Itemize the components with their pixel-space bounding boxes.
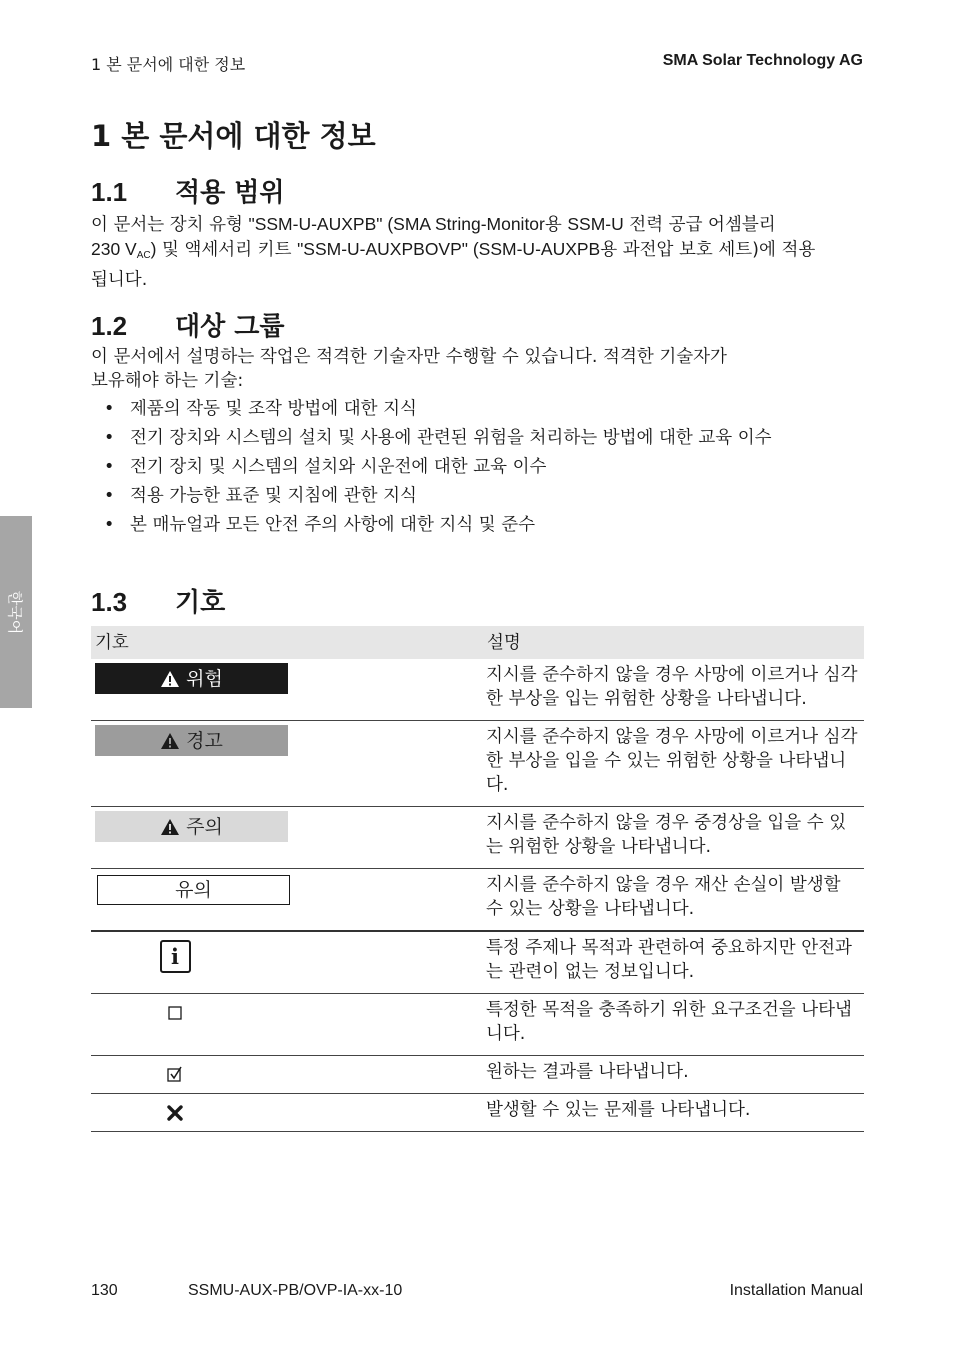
scope-line-1 <box>91 212 867 237</box>
document-type: Installation Manual <box>729 1282 863 1299</box>
checkbox-empty-icon <box>168 1006 182 1020</box>
list-item: • 전기 장치 및 시스템의 설치와 시운전에 대한 교육 이수 <box>104 455 864 479</box>
language-tab <box>0 516 32 708</box>
symbol-wrap <box>95 1060 255 1082</box>
badge-label: 위험 <box>186 667 223 690</box>
table-header-row <box>91 626 864 659</box>
danger-badge <box>95 663 288 694</box>
text-run: 전력 공급 어셈블리 <box>623 215 776 235</box>
symbols-table <box>91 626 864 1132</box>
text-run: 230 V <box>91 239 137 259</box>
notice-badge <box>97 875 290 905</box>
description-cell: 지시를 준수하지 않을 경우 사망에 이르거나 심각한 부상을 입는 위험한 상황을 나타냅니다. <box>483 659 864 721</box>
column-header-symbol: 기호 <box>91 626 483 659</box>
section-heading-1-3 <box>91 582 225 619</box>
table-row <box>91 1056 864 1094</box>
symbol-wrap <box>95 936 255 973</box>
symbol-cell <box>91 931 483 994</box>
badge-label: 주의 <box>186 815 223 838</box>
symbol-cell <box>91 1094 483 1132</box>
badge-label: 경고 <box>186 729 223 752</box>
text-run: 이 문서는 장치 유형 <box>91 215 249 235</box>
list-item: • 제품의 작동 및 조작 방법에 대한 지식 <box>104 397 864 421</box>
list-item: • 전기 장치와 시스템의 설치 및 사용에 관련된 위험을 처리하는 방법에 대한 교육 이수 <box>104 426 864 450</box>
symbol-cell <box>91 721 483 807</box>
text-run: 및 액세서리 키트 <box>156 240 298 260</box>
description-cell: 특정 주제나 목적과 관련하여 중요하지만 안전과는 관련이 없는 정보입니다. <box>483 931 864 994</box>
target-line-1: 이 문서에서 설명하는 작업은 적격한 기술자만 수행할 수 있습니다. 적격한 기술자가 <box>91 347 727 367</box>
document-id: SSMU-AUX-PB/OVP-IA-xx-10 <box>188 1282 403 1299</box>
section-number: 1.2 <box>91 311 128 341</box>
text-run: 용 <box>544 215 568 235</box>
warning-triangle-icon <box>160 818 180 836</box>
text-run: ) <box>150 239 157 259</box>
symbol-cell <box>91 659 483 721</box>
header-company: SMA Solar Technology AG <box>662 52 863 69</box>
warning-triangle-icon <box>160 670 180 688</box>
scope-line-3: 됩니다. <box>91 270 148 290</box>
list-item: • 적용 가능한 표준 및 지침에 관한 지식 <box>104 484 864 508</box>
table-row <box>91 994 864 1056</box>
description-cell: 특정한 목적을 충족하기 위한 요구조건을 나타냅니다. <box>483 994 864 1056</box>
subscript: AC <box>136 250 151 261</box>
text-run: "SSM-U-AUXPB" (SMA String-Monitor <box>248 214 545 234</box>
column-header-description: 설명 <box>483 626 864 659</box>
header-section-title: 1 본 문서에 대한 정보 <box>91 55 246 74</box>
caution-badge <box>95 811 288 842</box>
section-title: 기호 <box>175 588 226 618</box>
description-cell: 지시를 준수하지 않을 경우 재산 손실이 발생할 수 있는 상황을 나타냅니다. <box>483 869 864 932</box>
language-tab-label: 한국어 <box>6 590 25 634</box>
warning-badge <box>95 725 288 756</box>
scope-paragraph <box>91 212 867 292</box>
badge-label: 유의 <box>175 879 212 901</box>
symbol-cell <box>91 1056 483 1094</box>
section-number: 1.1 <box>91 177 128 207</box>
text-run: 용 과전압 보호 세트)에 적용 <box>600 240 816 260</box>
checkbox-checked-icon <box>167 1066 183 1082</box>
description-cell: 발생할 수 있는 문제를 나타냅니다. <box>483 1094 864 1132</box>
symbol-cell <box>91 869 483 932</box>
description-cell: 지시를 준수하지 않을 경우 사망에 이르거나 심각한 부상을 입을 수 있는 위험한 상황을 나타냅니다. <box>483 721 864 807</box>
text-run: "SSM-U-AUXPBOVP" (SSM-U-AUXPB <box>297 239 601 259</box>
table-row <box>91 807 864 869</box>
text-run: SSM-U <box>567 214 624 234</box>
list-item: • 본 매뉴얼과 모든 안전 주의 사항에 대한 지식 및 준수 <box>104 513 864 537</box>
table-row <box>91 1094 864 1132</box>
section-heading-1-2 <box>91 306 285 343</box>
symbol-cell <box>91 807 483 869</box>
chapter-title: 1 본 문서에 대한 정보 <box>91 119 376 153</box>
skills-list <box>104 397 864 542</box>
section-title: 적용 범위 <box>175 178 285 208</box>
cross-icon <box>167 1105 183 1121</box>
section-number: 1.3 <box>91 587 128 617</box>
description-cell: 지시를 준수하지 않을 경우 중경상을 입을 수 있는 위험한 상황을 나타냅니다. <box>483 807 864 869</box>
section-heading-1-1 <box>91 172 285 209</box>
table-row <box>91 931 864 994</box>
table-row <box>91 721 864 807</box>
table-row <box>91 869 864 932</box>
symbol-cell <box>91 994 483 1056</box>
target-group-paragraph <box>91 345 867 393</box>
symbol-wrap <box>95 1098 255 1121</box>
scope-line-2 <box>91 237 867 268</box>
warning-triangle-icon <box>160 732 180 750</box>
table-row <box>91 659 864 721</box>
symbol-wrap <box>95 998 255 1020</box>
description-cell: 원하는 결과를 나타냅니다. <box>483 1056 864 1094</box>
section-title: 대상 그룹 <box>175 312 285 342</box>
page-number: 130 <box>91 1282 118 1299</box>
target-line-2: 보유해야 하는 기술: <box>91 371 244 391</box>
info-icon: i <box>160 940 191 973</box>
